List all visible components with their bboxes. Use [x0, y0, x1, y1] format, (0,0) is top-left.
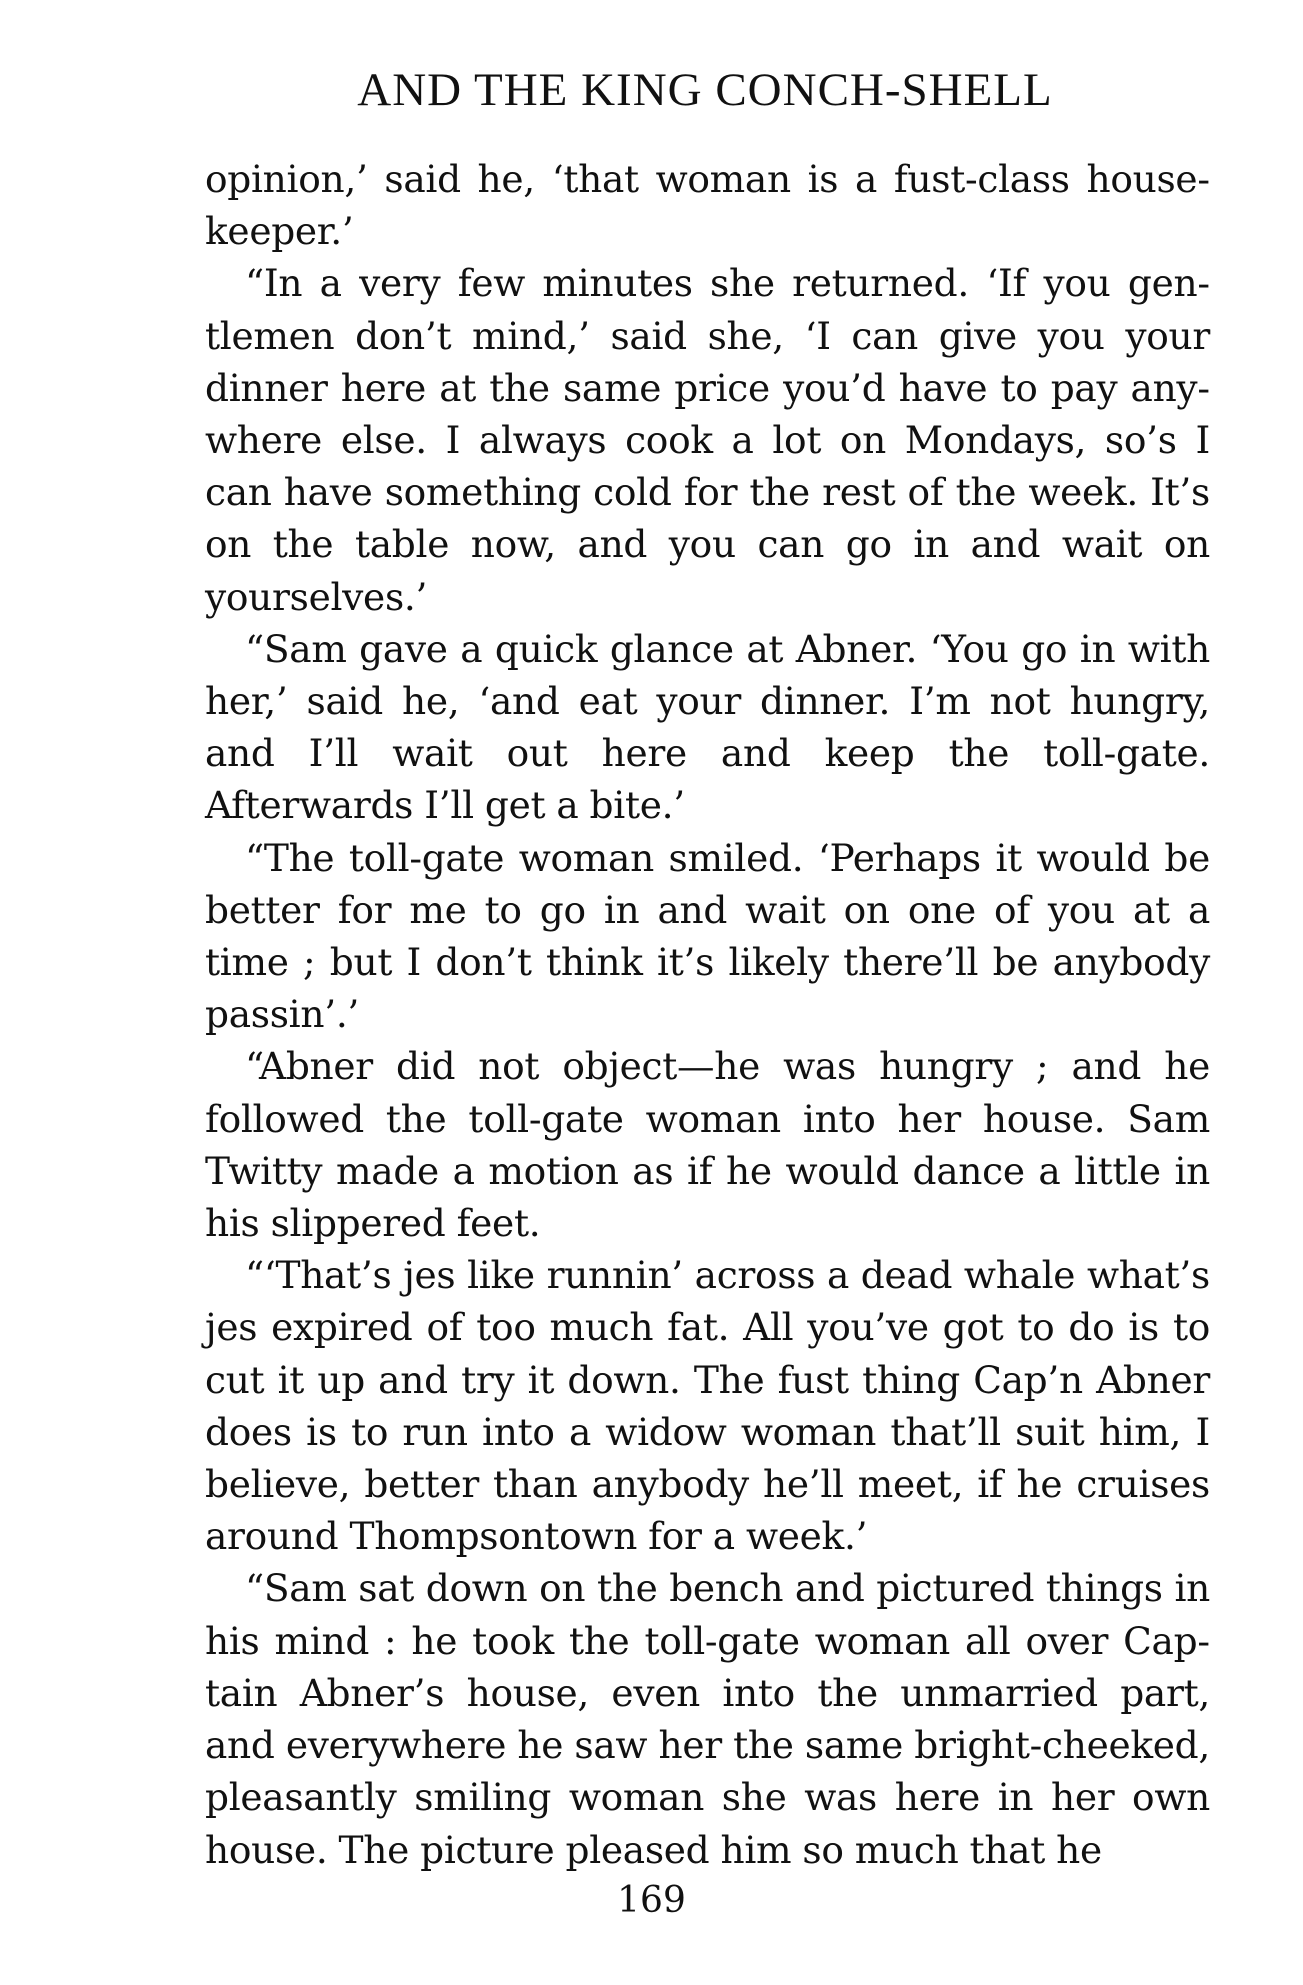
paragraph-5: “Abner did not object—he was hungry ; and he followed the toll-gate woman into her house. Sam Twitty made a motion as if he would dance a little in his slippered feet. [205, 1044, 1210, 1246]
page-number: 169 [617, 1880, 686, 1921]
paragraph-4: “The toll-gate woman smiled. ‘Perhaps it would be better for me to go in and wait on one of you at a time ; but I don’t think it’s likely there’ll be anybody passin’.’ [205, 835, 1210, 1037]
paragraph-3: “Sam gave a quick glance at Abner. ‘You go in with her,’ said he, ‘and eat your dinner. I’m not hungry, and I’ll wait out here and keep the toll-gate. Afterwards I’ll get a bite.’ [205, 626, 1210, 828]
body-text [205, 153, 1210, 1876]
paragraph-6: “‘That’s jes like runnin’ across a dead whale what’s jes expired of too much fat. All you’ve got to do is to cut it up and try it down. The fust thing Cap’n Abner does is to run into a widow woman that’ll suit him, I believe, better than anybody he’ll meet, if he cruises around Thompsontown for a week.’ [205, 1253, 1210, 1559]
paragraph-2: “In a very few minutes she returned. ‘If you gentlemen don’t mind,’ said she, ‘I can give you your dinner here at the same price you’d have to pay anywhere else. I always cook a lot on Mondays, so’s I can have something cold for the rest of the week. It’s on the table now, and you can go in and wait on yourselves.’ [205, 261, 1210, 619]
paragraph-1: opinion,’ said he, ‘that woman is a fust-class housekeeper.’ [205, 157, 1210, 254]
paragraph-7: “Sam sat down on the bench and pictured things in his mind : he took the toll-gate woman all over Captain Abner’s house, even into the unmarried part, and everywhere he saw her the same bright-cheeked, pleasantly smiling woman she was here in her own house. The picture pleased him so much that he [205, 1566, 1210, 1872]
running-head: AND THE KING CONCH-SHELL [357, 64, 1053, 116]
